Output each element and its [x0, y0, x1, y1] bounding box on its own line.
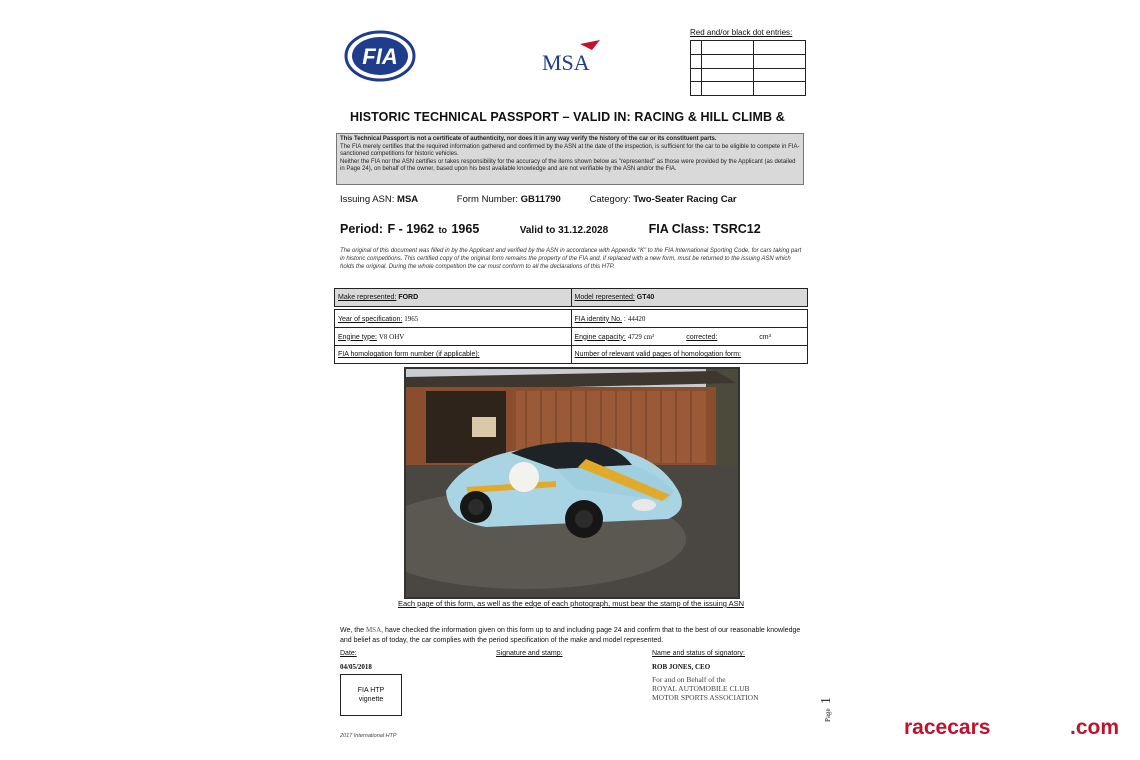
- capacity-label: Engine capacity:: [574, 333, 626, 341]
- identity-label: FIA identity No.: [574, 315, 622, 323]
- capacity-value: 4729 cm³: [627, 332, 655, 341]
- msa-logo-text: MSA: [542, 50, 590, 75]
- period-to: to: [438, 225, 448, 235]
- vignette-line1: FIA HTP: [357, 687, 385, 694]
- msa-logo: [540, 38, 602, 78]
- date-value: 04/05/2018: [340, 663, 372, 671]
- signature-label: Signature and stamp:: [496, 650, 563, 657]
- identity-value: 44420: [627, 314, 646, 323]
- car-photo: [404, 367, 740, 599]
- photo-caption: Each page of this form, as well as the edge of each photograph, must bear the stamp of the issuing ASN: [397, 599, 745, 608]
- declaration-part1: We, the: [340, 627, 364, 634]
- fia-class: FIA Class: TSRC12: [648, 222, 761, 236]
- passport-page: [330, 20, 834, 750]
- make-value: FORD: [398, 294, 419, 301]
- make-label: Make represented:: [338, 294, 397, 301]
- form-number-value: GB11790: [520, 194, 561, 205]
- engine-type-value: V8 OHV: [378, 332, 405, 341]
- period-row: [340, 220, 810, 238]
- behalf-line1: For and on Behalf of the: [652, 675, 726, 684]
- dot-entries-box: [690, 28, 810, 98]
- htp-vignette-box: [340, 674, 402, 716]
- model-value: GT40: [636, 294, 655, 301]
- signatory-name: ROB JONES, CEO: [652, 663, 711, 671]
- issuing-asn-label: Issuing ASN:: [340, 194, 395, 205]
- signatory-label: Name and status of signatory:: [652, 650, 745, 657]
- period-end: 1965: [451, 222, 480, 236]
- dot-entries-title: Red and/or black dot entries:: [690, 28, 793, 37]
- brand-dotcom: .com: [1070, 716, 1120, 739]
- declaration-asn: MSA: [365, 626, 382, 634]
- disclaimer-bold: This Technical Passport is not a certificate of authenticity, nor does it in any way verify the history of the car or its constituent parts.: [340, 136, 717, 142]
- footer-text: 2017 International HTP: [340, 733, 397, 739]
- fia-logo-text: FIA: [362, 44, 398, 69]
- asn-row: [340, 194, 810, 205]
- disclaimer-line3: Neither the FIA nor the ASN certifies or takes responsibility for the accuracy of the items shown below as "represented" as those were provided by the Applicant (as detailed in Page 24), on behalf of the owner, based upon his best available knowledge and are not verifiable by the ASN and/or the FIA.: [340, 158, 796, 173]
- form-number-label: Form Number:: [456, 194, 519, 205]
- brand-racecars: racecars: [904, 716, 991, 739]
- vignette-line2: vignette: [358, 696, 384, 703]
- model-label: Model represented:: [574, 294, 635, 301]
- passport-heading: HISTORIC TECHNICAL PASSPORT – VALID IN: RACING & HILL CLIMB &: [350, 110, 785, 124]
- pages-label: Number of relevant valid pages of homologation form:: [574, 351, 742, 358]
- disclaimer-line2: The FIA merely certifies that the required information gathered and confirmed by the ASN at the date of the inspection, is sufficient for the car to be eligible to compete in FIA-sanctioned competitions for historic vehicles.: [340, 143, 800, 158]
- period-label: Period:: [340, 222, 384, 236]
- category-value: Two-Seater Racing Car: [633, 194, 737, 205]
- legal-text: The original of this document was filled in by the Applicant and verified by the ASN in accordance with Appendix "K" to the FIA International Sporting Code, for cars taking part in historic competitions. This certified copy of the original form remains the property of the FIA and, if replaced with a new form, must be returned to the issuing ASN which holds the original. During the whole competition the car must conform to all the declarations of this HTP.: [340, 248, 802, 270]
- page-number-value: 1: [819, 697, 834, 704]
- page-number: [816, 684, 836, 724]
- declaration: [340, 626, 806, 645]
- homologation-label: FIA homologation form number (if applicable):: [338, 351, 480, 358]
- year-label: Year of specification:: [338, 315, 403, 323]
- fia-logo: [344, 30, 416, 82]
- corrected-unit: cm³: [759, 333, 771, 341]
- behalf-line2: ROYAL AUTOMOBILE CLUB: [652, 684, 750, 693]
- declaration-part2: , have checked the information given on this form up to and including page 24 and confirm that to the best of our reasonable knowledge and belief as of today, the car complies with the period specification of the make and model represented.: [340, 627, 801, 644]
- engine-type-label: Engine type:: [338, 333, 377, 341]
- year-value: 1965: [404, 314, 419, 323]
- category-label: Category:: [589, 194, 631, 205]
- date-label: Date:: [340, 650, 357, 657]
- spec-table: Make represented: FORD Model represented: GT40 Year of specification: 1965 FIA identity No. : 44420 Engine type: V8 OHV Engine capacity: 4729 cm³ corrected: cm³ FIA homologation form number (if applicable): Number of relevant valid pages of homologation form:: [334, 288, 808, 364]
- issuing-asn-value: MSA: [397, 194, 419, 205]
- signatory-behalf: [652, 675, 759, 702]
- disclaimer-box: [336, 133, 804, 185]
- dot-entries-grid: [690, 40, 806, 96]
- behalf-line3: MOTOR SPORTS ASSOCIATION: [652, 693, 759, 702]
- valid-to: Valid to 31.12.2028: [519, 225, 609, 236]
- corrected-label: corrected:: [686, 333, 718, 341]
- period-value: F - 1962: [387, 222, 435, 236]
- page-label: Page: [824, 708, 832, 722]
